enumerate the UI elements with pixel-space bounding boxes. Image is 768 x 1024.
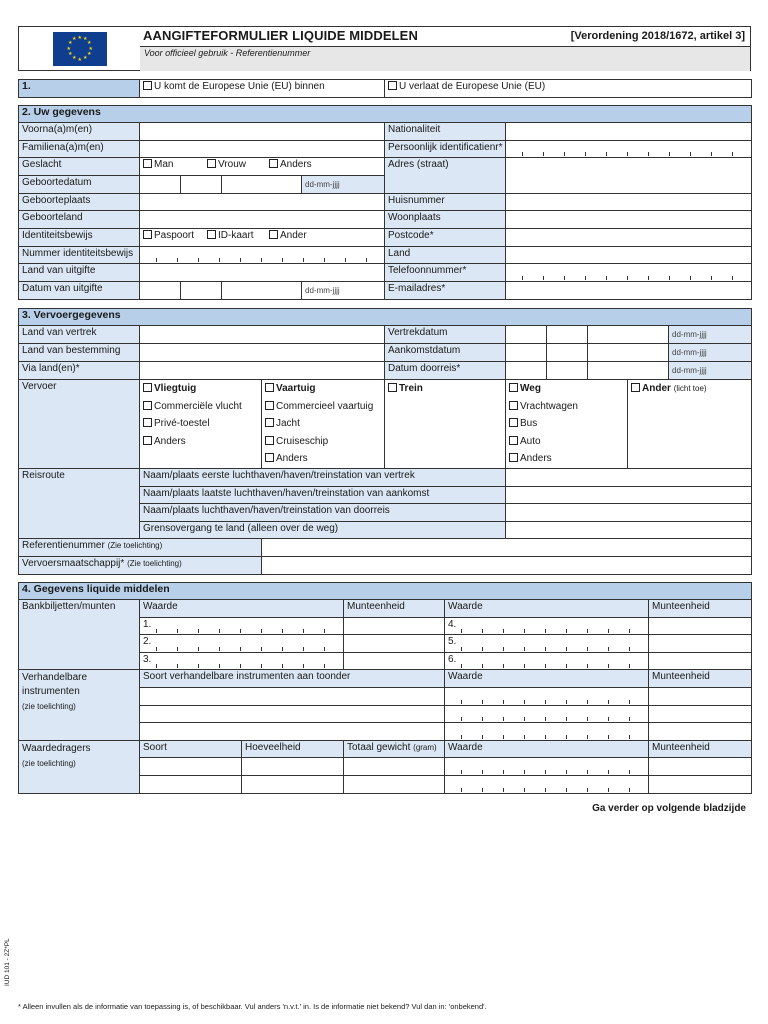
banknotes-label: Bankbiljetten/munten xyxy=(19,600,140,670)
form-header xyxy=(18,26,751,71)
flag-star-icon: ★ xyxy=(83,35,88,42)
gender-options xyxy=(140,158,385,176)
instrument-currency-field[interactable] xyxy=(649,705,752,723)
issue-country-field[interactable] xyxy=(140,264,385,282)
banknote-currency-field[interactable] xyxy=(344,635,445,653)
section-3 xyxy=(18,308,752,575)
tick-marks xyxy=(522,152,739,156)
currency-header: Munteenheid xyxy=(649,740,752,758)
id-number-field[interactable] xyxy=(140,246,385,264)
tick-marks xyxy=(156,647,331,651)
route-item-label: Naam/plaats laatste luchthaven/haven/treinstation van aankomst xyxy=(140,486,506,504)
sea-transport-group xyxy=(262,380,385,469)
gender-label: Geslacht xyxy=(19,158,140,176)
date-format-hint: dd-mm-jjjj xyxy=(305,285,340,295)
commodities-label xyxy=(19,740,140,793)
banknote-currency-field[interactable] xyxy=(344,652,445,670)
route-item-label: Grensovergang te land (alleen over de weg) xyxy=(140,521,506,539)
commodity-value-field[interactable] xyxy=(445,775,649,793)
road-item-label: Bus xyxy=(520,418,538,429)
email-field[interactable] xyxy=(506,281,752,299)
date-format-hint: dd-mm-jjjj xyxy=(669,344,751,361)
house-number-label: Huisnummer xyxy=(385,193,506,211)
continue-note: Ga verder op volgende bladzijde xyxy=(592,803,746,814)
gender-man-label: Man xyxy=(154,159,174,171)
value-header: Waarde xyxy=(445,670,649,688)
checkbox-icon[interactable] xyxy=(143,436,152,445)
nationality-label: Nationaliteit xyxy=(385,123,506,141)
footnote: * Alleen invullen als de informatie van toepassing is, of beschikbaar. Vul anders 'n.v.t.' in. Is de informatie niet bekend? Vul dan in: 'onbekend'. xyxy=(18,1002,487,1011)
sea-item[interactable] xyxy=(265,433,381,451)
air-item-label: Anders xyxy=(154,435,186,447)
see-explanation-note: (Zie toelichting) xyxy=(107,541,163,551)
sea-item-label: Cruiseschip xyxy=(276,435,329,447)
tick-marks xyxy=(461,700,636,704)
weight-field[interactable] xyxy=(344,775,445,793)
checkbox-icon[interactable] xyxy=(265,383,274,392)
checkbox-icon[interactable] xyxy=(509,401,518,410)
tick-marks xyxy=(461,664,636,668)
row-number: 5. xyxy=(448,636,457,648)
birth-place-label: Geboorteplaats xyxy=(19,193,140,211)
weight-text: Totaal gewicht xyxy=(347,741,411,753)
family-names-field[interactable] xyxy=(140,140,385,158)
birth-date-label: Geboortedatum xyxy=(19,175,140,193)
instrument-value-field[interactable] xyxy=(445,723,649,741)
flag-star-icon: ★ xyxy=(77,34,82,41)
via-countries-field[interactable] xyxy=(140,362,385,380)
sea-item-label: Commercieel vaartuig xyxy=(276,400,374,412)
birth-place-field[interactable] xyxy=(140,193,385,211)
tick-marks xyxy=(461,735,636,739)
route-field[interactable] xyxy=(506,486,752,504)
form-title: AANGIFTEFORMULIER LIQUIDE MIDDELEN xyxy=(143,28,418,43)
id-document-options xyxy=(140,228,385,246)
checkbox-icon[interactable] xyxy=(269,230,278,239)
tick-marks xyxy=(156,258,372,262)
see-explanation-note: (Zie toelichting) xyxy=(127,558,182,568)
instrument-currency-field[interactable] xyxy=(649,723,752,741)
row-number: 2. xyxy=(143,636,152,648)
house-number-field[interactable] xyxy=(506,193,752,211)
air-item[interactable] xyxy=(143,433,258,451)
tick-marks xyxy=(461,770,636,774)
nationality-field[interactable] xyxy=(506,123,752,141)
section-1 xyxy=(18,79,752,98)
birth-country-label: Geboorteland xyxy=(19,211,140,229)
id-card-option[interactable] xyxy=(207,229,269,242)
id-card-label: ID-kaart xyxy=(218,229,254,241)
route-field[interactable] xyxy=(506,469,752,487)
flag-star-icon: ★ xyxy=(83,55,88,62)
road-item[interactable] xyxy=(509,450,624,468)
row-number: 6. xyxy=(448,653,457,665)
bearer-type-field[interactable] xyxy=(140,723,445,741)
route-label: Reisroute xyxy=(19,469,140,539)
checkbox-icon[interactable] xyxy=(265,436,274,445)
tick-marks xyxy=(522,276,739,280)
arrival-date-label: Aankomstdatum xyxy=(385,344,506,362)
address-field[interactable] xyxy=(506,158,752,194)
quantity-field[interactable] xyxy=(242,758,344,776)
banknote-value-field[interactable] xyxy=(445,617,649,635)
negotiable-instruments-label xyxy=(19,670,140,740)
banknote-value-field[interactable] xyxy=(140,635,344,653)
checkbox-icon[interactable] xyxy=(388,383,397,392)
see-explanation-note: (zie toelichting) xyxy=(22,758,76,768)
road-item-label: Vrachtwagen xyxy=(520,400,578,412)
currency-header: Munteenheid xyxy=(649,600,752,618)
section-1-number: 1. xyxy=(19,80,140,98)
checkbox-icon[interactable] xyxy=(388,81,397,90)
banknote-currency-field[interactable] xyxy=(649,617,752,635)
air-item[interactable] xyxy=(143,398,258,416)
passport-option[interactable] xyxy=(143,229,207,242)
checkbox-icon[interactable] xyxy=(631,383,640,392)
checkbox-icon[interactable] xyxy=(509,418,518,427)
personal-id-label: Persoonlijk identificatienr* xyxy=(385,140,506,158)
instrument-value-field[interactable] xyxy=(445,705,649,723)
road-transport-group xyxy=(506,380,628,469)
gram-unit: (gram) xyxy=(413,742,437,752)
issue-country-label: Land van uitgifte xyxy=(19,264,140,282)
air-option[interactable] xyxy=(143,380,258,398)
kind-header: Soort xyxy=(140,740,242,758)
tick-marks xyxy=(461,647,636,651)
leave-eu-label: U verlaat de Europese Unie (EU) xyxy=(399,81,546,92)
official-use-label: Voor officieel gebruik - Referentienummer xyxy=(144,48,311,58)
issue-date-label: Datum van uitgifte xyxy=(19,281,140,299)
checkbox-icon[interactable] xyxy=(143,418,152,427)
road-item[interactable] xyxy=(509,415,624,433)
sea-option[interactable] xyxy=(265,380,381,398)
checkbox-icon[interactable] xyxy=(265,453,274,462)
carrier-field[interactable] xyxy=(262,556,752,574)
leave-eu-option[interactable] xyxy=(385,80,752,98)
commodity-value-field[interactable] xyxy=(445,758,649,776)
departure-country-label: Land van vertrek xyxy=(19,326,140,344)
negotiable-label-line1: Verhandelbare xyxy=(22,672,88,684)
other-doc-option[interactable] xyxy=(269,230,307,241)
checkbox-icon[interactable] xyxy=(269,159,278,168)
flag-star-icon: ★ xyxy=(88,45,93,52)
date-format-hint: dd-mm-jjjj xyxy=(669,362,751,379)
email-label: E-mailadres* xyxy=(385,281,506,299)
road-item-label: Auto xyxy=(520,435,541,447)
reference-number-field[interactable] xyxy=(262,539,752,557)
checkbox-icon[interactable] xyxy=(207,159,216,168)
tick-marks xyxy=(156,629,331,633)
departure-country-field[interactable] xyxy=(140,326,385,344)
banknote-value-field[interactable] xyxy=(140,652,344,670)
road-label: Weg xyxy=(520,383,541,394)
destination-country-label: Land van bestemming xyxy=(19,344,140,362)
form-code: IUD 101 - 2Z*PL xyxy=(4,938,11,986)
enter-eu-label: U komt de Europese Unie (EU) binnen xyxy=(154,81,325,92)
transit-date-label: Datum doorreis* xyxy=(385,362,506,380)
tick-marks xyxy=(461,788,636,792)
sea-item[interactable] xyxy=(265,398,381,416)
birth-date-field[interactable] xyxy=(140,175,385,193)
value-header: Waarde xyxy=(445,740,649,758)
phone-label: Telefoonnummer* xyxy=(385,264,506,282)
see-explanation-note: (zie toelichting) xyxy=(22,702,76,712)
departure-date-field[interactable] xyxy=(506,326,752,344)
banknote-currency-field[interactable] xyxy=(649,635,752,653)
value-header: Waarde xyxy=(445,600,649,618)
flag-star-icon: ★ xyxy=(66,45,71,52)
flag-star-icon: ★ xyxy=(67,51,73,57)
address-label: Adres (straat) xyxy=(385,158,506,194)
tick-marks xyxy=(461,629,636,633)
flag-star-icon: ★ xyxy=(72,55,77,62)
other-doc-label: Ander xyxy=(280,229,307,241)
gender-other[interactable] xyxy=(269,159,312,170)
checkbox-icon[interactable] xyxy=(143,81,152,90)
row-number: 1. xyxy=(143,618,152,630)
checkbox-icon[interactable] xyxy=(265,418,274,427)
country-label: Land xyxy=(385,246,506,264)
sea-item-label: Jacht xyxy=(276,418,300,429)
banknote-value-field[interactable] xyxy=(445,652,649,670)
instrument-currency-field[interactable] xyxy=(649,687,752,705)
value-header: Waarde xyxy=(140,600,344,618)
checkbox-icon[interactable] xyxy=(509,453,518,462)
quantity-field[interactable] xyxy=(242,775,344,793)
currency-header: Munteenheid xyxy=(649,670,752,688)
checkbox-icon[interactable] xyxy=(509,383,518,392)
weight-header xyxy=(344,740,445,758)
kind-field[interactable] xyxy=(140,758,242,776)
checkbox-icon[interactable] xyxy=(265,401,274,410)
checkbox-icon[interactable] xyxy=(143,159,152,168)
air-transport-group xyxy=(140,380,262,469)
bearer-type-header: Soort verhandelbare instrumenten aan toonder xyxy=(140,670,445,688)
commodity-currency-field[interactable] xyxy=(649,758,752,776)
checkbox-icon[interactable] xyxy=(509,436,518,445)
banknote-currency-field[interactable] xyxy=(649,652,752,670)
train-transport-group xyxy=(385,380,506,469)
official-use-field[interactable] xyxy=(140,46,750,71)
road-item[interactable] xyxy=(509,433,624,451)
checkbox-icon[interactable] xyxy=(207,230,216,239)
checkbox-icon[interactable] xyxy=(143,401,152,410)
carrier-text: Vervoersmaatschappij* xyxy=(22,557,125,569)
sea-item-label: Anders xyxy=(276,453,308,464)
negotiable-label-line2: instrumenten xyxy=(22,686,80,698)
banknote-value-field[interactable] xyxy=(445,635,649,653)
checkbox-icon[interactable] xyxy=(143,230,152,239)
section-3-title: 3. Vervoergegevens xyxy=(19,309,752,326)
postcode-field[interactable] xyxy=(506,228,752,246)
weight-field[interactable] xyxy=(344,758,445,776)
other-transport-label: Ander xyxy=(642,383,671,394)
air-item-label: Privé-toestel xyxy=(154,418,210,429)
issue-date-field[interactable] xyxy=(140,281,385,299)
route-item-label: Naam/plaats eerste luchthaven/haven/treinstation van vertrek xyxy=(140,469,506,487)
via-countries-label: Via land(en)* xyxy=(19,362,140,380)
section-2-title: 2. Uw gegevens xyxy=(19,106,752,123)
banknote-currency-field[interactable] xyxy=(344,617,445,635)
air-label: Vliegtuig xyxy=(154,383,197,394)
section-4 xyxy=(18,582,752,794)
flag-star-icon: ★ xyxy=(77,56,82,63)
banknote-value-field[interactable] xyxy=(140,617,344,635)
tick-marks xyxy=(156,664,331,668)
city-label: Woonplaats xyxy=(385,211,506,229)
other-transport-group xyxy=(628,380,752,469)
other-transport-option[interactable] xyxy=(631,380,748,398)
road-item[interactable] xyxy=(509,398,624,416)
postcode-label: Postcode* xyxy=(385,228,506,246)
date-format-hint: dd-mm-jjjj xyxy=(302,176,384,193)
section-2 xyxy=(18,105,752,300)
personal-id-field[interactable] xyxy=(506,140,752,158)
id-document-label: Identiteitsbewijs xyxy=(19,228,140,246)
gender-woman[interactable] xyxy=(207,158,269,171)
bearer-type-field[interactable] xyxy=(140,705,445,723)
id-number-label: Nummer identiteitsbewijs xyxy=(19,246,140,264)
destination-country-field[interactable] xyxy=(140,344,385,362)
currency-header: Munteenheid xyxy=(344,600,445,618)
train-label: Trein xyxy=(399,383,423,394)
train-option[interactable] xyxy=(388,380,502,398)
departure-date-label: Vertrekdatum xyxy=(385,326,506,344)
flag-star-icon: ★ xyxy=(72,35,77,42)
gender-man[interactable] xyxy=(143,158,207,171)
tick-marks xyxy=(461,717,636,721)
city-field[interactable] xyxy=(506,211,752,229)
road-item-label: Anders xyxy=(520,453,552,464)
country-field[interactable] xyxy=(506,246,752,264)
air-item[interactable] xyxy=(143,415,258,433)
date-format-hint: dd-mm-jjjj xyxy=(669,326,751,343)
arrival-date-field[interactable] xyxy=(506,344,752,362)
regulation-reference: [Verordening 2018/1672, artikel 3] xyxy=(570,30,745,42)
checkbox-icon[interactable] xyxy=(143,383,152,392)
reference-number-text: Referentienummer xyxy=(22,540,105,552)
quantity-header: Hoeveelheid xyxy=(242,740,344,758)
commodity-currency-field[interactable] xyxy=(649,775,752,793)
route-field[interactable] xyxy=(506,521,752,539)
road-option[interactable] xyxy=(509,380,624,398)
bearer-type-field[interactable] xyxy=(140,687,445,705)
row-number: 3. xyxy=(143,653,152,665)
passport-label: Paspoort xyxy=(154,229,195,241)
sea-item[interactable] xyxy=(265,415,381,433)
kind-field[interactable] xyxy=(140,775,242,793)
phone-field[interactable] xyxy=(506,264,752,282)
gender-woman-label: Vrouw xyxy=(218,159,246,171)
other-transport-note: (licht toe) xyxy=(673,384,707,393)
flag-star-icon: ★ xyxy=(87,51,92,57)
transport-label: Vervoer xyxy=(19,380,140,469)
eu-flag-icon xyxy=(53,32,107,66)
sea-label: Vaartuig xyxy=(276,383,316,394)
row-number: 4. xyxy=(448,618,457,630)
route-field[interactable] xyxy=(506,504,752,522)
route-item-label: Naam/plaats luchthaven/haven/treinstation van doorreis xyxy=(140,504,506,522)
reference-number-label xyxy=(19,539,262,557)
first-names-field[interactable] xyxy=(140,123,385,141)
air-item-label: Commerciële vlucht xyxy=(154,400,242,412)
flag-star-icon: ★ xyxy=(87,40,92,46)
transit-date-field[interactable] xyxy=(506,362,752,380)
carrier-label xyxy=(19,556,262,574)
sea-item[interactable] xyxy=(265,450,381,468)
commodities-text: Waardedragers xyxy=(22,742,91,754)
birth-country-field[interactable] xyxy=(140,211,385,229)
gender-other-label: Anders xyxy=(280,159,312,171)
family-names-label: Familiena(a)m(en) xyxy=(19,140,140,158)
first-names-label: Voorna(a)m(en) xyxy=(19,123,140,141)
flag-star-icon: ★ xyxy=(67,40,73,46)
enter-eu-option[interactable] xyxy=(140,80,385,98)
section-4-title: 4. Gegevens liquide middelen xyxy=(19,583,752,600)
instrument-value-field[interactable] xyxy=(445,687,649,705)
